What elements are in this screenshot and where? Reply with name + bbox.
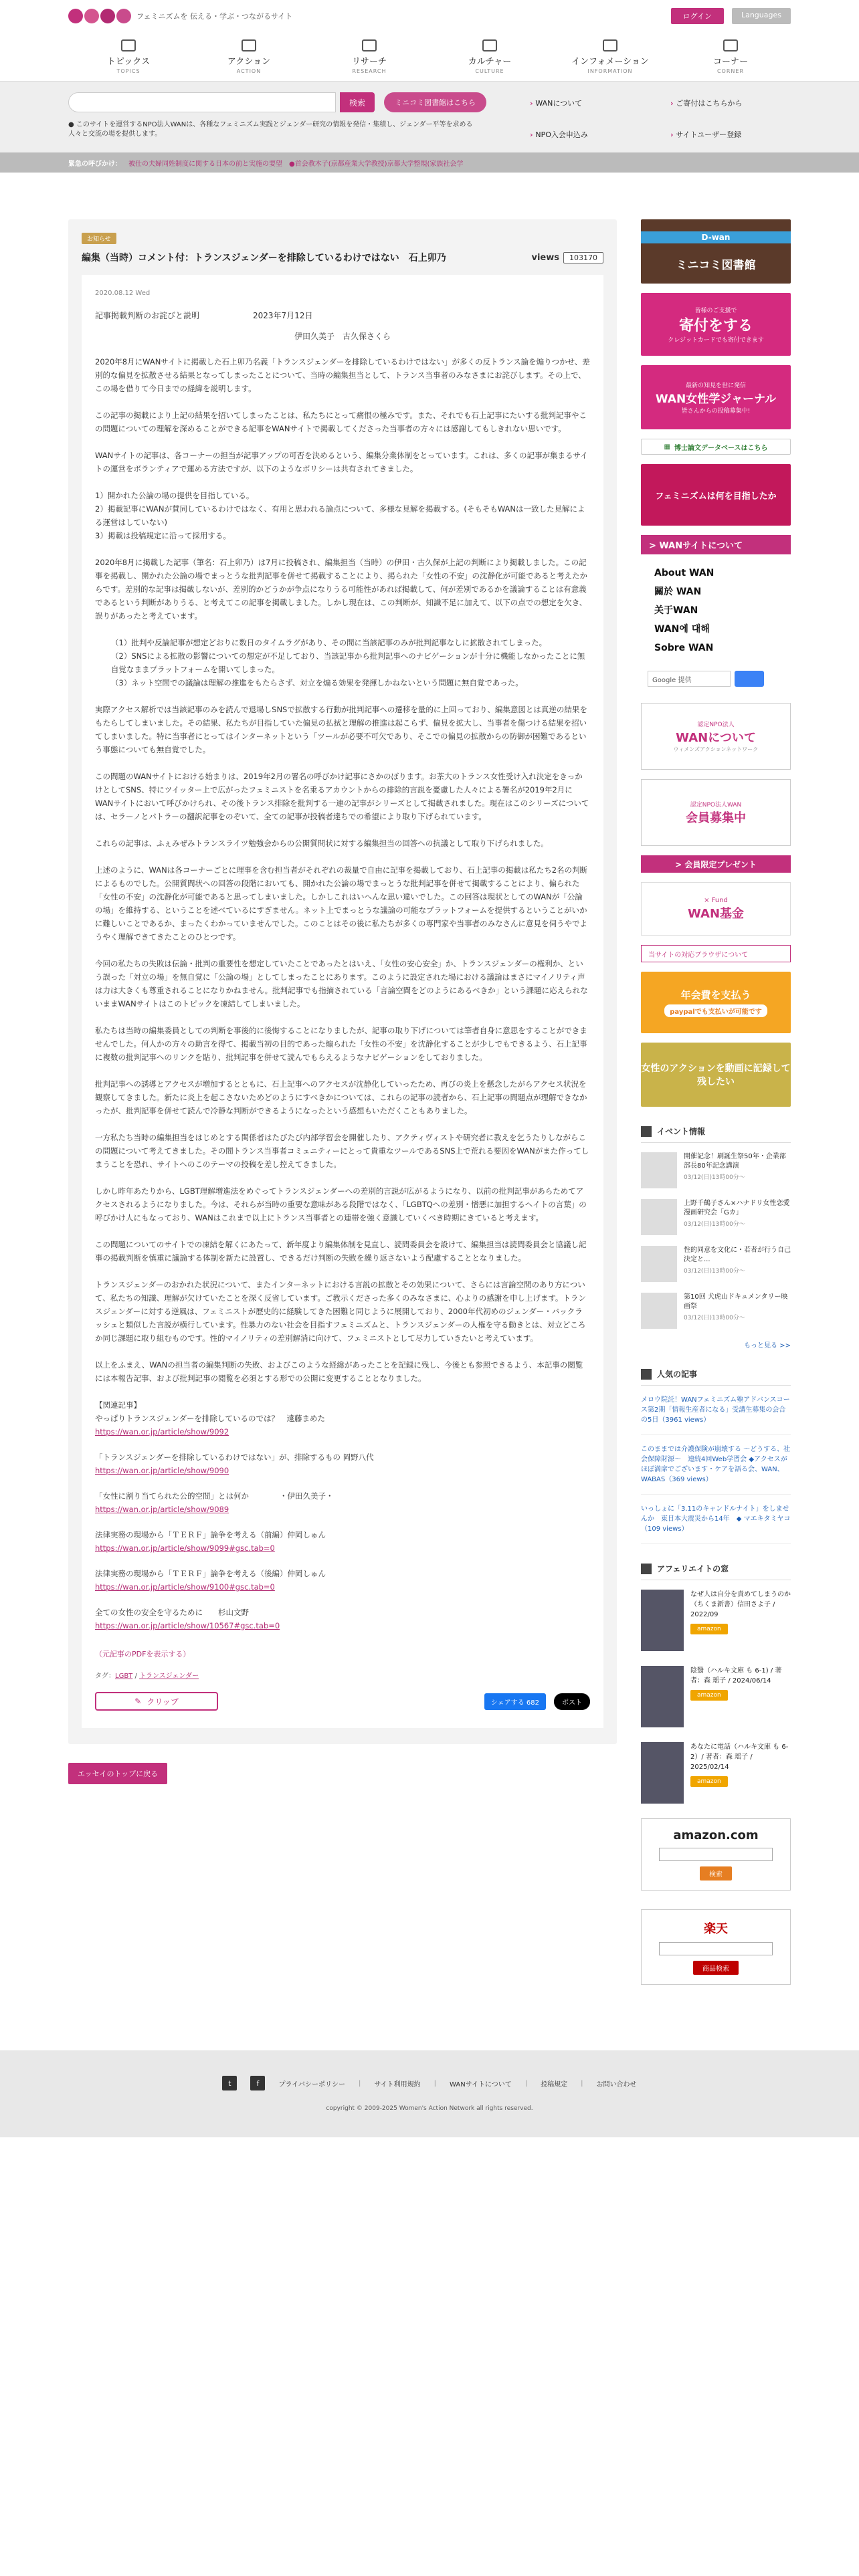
nav-topics[interactable]: トピックス TOPICS bbox=[68, 32, 189, 81]
amazon-button[interactable]: amazon bbox=[690, 1624, 728, 1634]
feminism-exhibit-banner[interactable]: フェミニズムは何を目指したか bbox=[641, 464, 791, 526]
related-article-link[interactable]: https://wan.or.jp/article/show/10567#gsc.tab=0 bbox=[95, 1621, 280, 1630]
tag-transgender[interactable]: トランスジェンダー bbox=[139, 1673, 199, 1680]
affiliate-heading: アフェリエイトの窓 bbox=[641, 1558, 791, 1580]
event-item[interactable]: 第10回 犬虎山ドキュメンタリー映画祭 03/12(日)13時00分〜 bbox=[641, 1293, 791, 1329]
related-article-link[interactable]: https://wan.or.jp/article/show/9099#gsc.tab=0 bbox=[95, 1543, 275, 1553]
site-search-input[interactable] bbox=[68, 92, 336, 112]
event-thumbnail bbox=[641, 1199, 677, 1235]
paragraph: この問題のWANサイトにおける始まりは、2019年2月の署名の呼びかけ記事にさかのぼります。お茶大のトランス女性受け入れ決定をきっかけとしてSNS、特にツイッター上で広がったフェミニストを名乗るアカウントからの排除的言説を憂慮した人々による署名が2019年2月にWANサイトにおいて呼びかけられ、その後トランス排除を批判する一連の記事がシリーズとして掲載されました。現在はこのシリーズについては、セラーノとパトラーの翻訳記事をのぞいて、全ての記事が投稿者達ちでの希望により取り下げられています。 bbox=[95, 772, 589, 821]
brand[interactable] bbox=[68, 9, 292, 23]
footer: t f プライバシーポリシー | サイト利用規約 | WANサイトについて | 投稿規定 | お問い合わせ copyright © 2009-2025 Women's Action Network all rights reserved. bbox=[0, 2050, 859, 2137]
member-recruit-banner[interactable]: 認定NPO法人WAN 会員募集中 bbox=[641, 779, 791, 846]
database-icon: ▦ bbox=[664, 443, 670, 451]
footer-contact[interactable]: お問い合わせ bbox=[596, 2080, 637, 2088]
paragraph: この記事の掲載により上記の結果を招いてしまったことは、私たちにとって痛恨の極みです。また、それでも石上記事にたいする批判記事やこの問題についての理解を深めることができる記事をWANサイトで掲載してくださった当事者の方々には感謝してもしきれない思いです。 bbox=[95, 411, 587, 433]
related-article-link[interactable]: https://wan.or.jp/article/show/9089 bbox=[95, 1505, 229, 1514]
google-search bbox=[641, 671, 791, 687]
quicklink-donate[interactable]: › ご寄付はこちらから bbox=[670, 98, 791, 121]
footer-posting-rules[interactable]: 投稿規定 bbox=[541, 2080, 568, 2088]
brand-tagline: フェミニズムを 伝える・学ぶ・つながるサイト bbox=[136, 12, 293, 21]
dwan-banner[interactable]: D-wan ミニコミ図書館 bbox=[641, 219, 791, 284]
about-wan-es[interactable]: Sobre WAN bbox=[654, 643, 714, 653]
event-item[interactable]: 上野千鶴子さん×ハナドリ女性恋愛漫画研究会「Gカ」 03/12(日)13時00分〜 bbox=[641, 1199, 791, 1235]
views-count: 103170 bbox=[563, 252, 603, 263]
ranking-item[interactable]: メロウ院託！WANフェミニズム塾アドバンスコース第2期「情報生産者になる」受講生募集の会合の5日（3961 views） bbox=[641, 1395, 791, 1435]
amazon-search-input[interactable] bbox=[659, 1848, 773, 1861]
about-wan-en[interactable]: About WAN bbox=[654, 568, 714, 578]
quicklink-about-wan[interactable]: › WANについて bbox=[530, 98, 670, 121]
wan-logo[interactable] bbox=[68, 9, 131, 23]
related-article: 法律実務の現場から「ＴＥＲＦ」論争を考える（後編）仲岡しゅん https://wan.or.jp/article/show/9100#gsc.tab=0 bbox=[95, 1569, 326, 1592]
quick-links bbox=[530, 98, 791, 152]
category-badge[interactable]: お知らせ bbox=[82, 233, 116, 244]
topics-icon bbox=[121, 39, 136, 51]
affiliate-item: なぜ人は自分を責めてしまうのか（ちくま新書）信田さよ子 / 2022/09 amazon bbox=[641, 1590, 791, 1651]
nav-action[interactable]: アクション ACTION bbox=[189, 32, 309, 81]
doctoral-thesis-db-banner[interactable]: ▦ 博士論文データベースはこちら bbox=[641, 439, 791, 455]
related-article: 全ての女性の安全を守るために 杉山文野 https://wan.or.jp/article/show/10567#gsc.tab=0 bbox=[95, 1608, 280, 1630]
paragraph: （1）批判や反論記事が想定どおりに数日のタイムラグがあり、その間に当該記事のみが批判記事なしに拡散されてしまった。 （2）SNSによる拡散の影響についての想定が不足しており、当該記事から批判記事へのナビゲーションが十分に機能しなかったことに無自覚なままプラットフォームを開いてしまった。 （3）ネット空間での議論は理解の推進をもたらさず、対立を煽る効果を発揮しかねないという問題に無自覚であった。 bbox=[111, 638, 585, 687]
footer-terms[interactable]: サイト利用規約 bbox=[374, 2080, 421, 2088]
footer-about[interactable]: WANサイトについて bbox=[450, 2080, 512, 2088]
back-to-essay-top-button[interactable]: エッセイのトップに戻る bbox=[68, 1763, 167, 1784]
facebook-share-button[interactable]: シェアする 682 bbox=[484, 1693, 546, 1710]
supported-browsers-link[interactable]: 当サイトの対応ブラウザについて bbox=[641, 945, 791, 962]
paragraph: 1）開かれた公論の場の提供を目指している。 2）掲載記事にWANが賛同しているわけではなく、有用と思われる論点について、多様な見解を掲載する。(そもそもWANは一致した見解による運営はしていない) 3）掲載は投稿規定に沿って採用する。 bbox=[95, 491, 585, 540]
main-nav bbox=[0, 32, 859, 82]
event-thumbnail bbox=[641, 1152, 677, 1188]
related-article-link[interactable]: https://wan.or.jp/article/show/9090 bbox=[95, 1466, 229, 1475]
article-body bbox=[82, 275, 603, 1728]
nav-corner[interactable]: コーナー CORNER bbox=[670, 32, 791, 81]
languages-button[interactable]: Languages bbox=[732, 8, 791, 24]
heart-icon bbox=[641, 1564, 652, 1574]
about-wan-ko[interactable]: WAN에 대해 bbox=[654, 624, 710, 635]
tag-lgbt[interactable]: LGBT bbox=[115, 1673, 133, 1680]
rakuten-search-button[interactable]: 商品検索 bbox=[693, 1961, 739, 1975]
amazon-button[interactable]: amazon bbox=[690, 1690, 728, 1701]
copyright: copyright © 2009-2025 Women's Action Network all rights reserved. bbox=[326, 2105, 533, 2112]
book-cover[interactable] bbox=[641, 1742, 684, 1804]
article-date: 2020.08.12 Wed bbox=[95, 290, 151, 297]
paragraph: これらの記事は、ふぇみぜみトランスライツ勉強会からの公開質問状に対する編集担当の回答への抗議として取り下げられました。 bbox=[95, 839, 549, 848]
related-article: 「トランスジェンダーを排除しているわけではない」が、排除するもの 岡野八代 https://wan.or.jp/article/show/9090 bbox=[95, 1453, 374, 1475]
twitter-icon[interactable]: t bbox=[222, 2076, 237, 2090]
amazon-logo: amazon.com bbox=[673, 1828, 759, 1842]
about-wan-zh-tw[interactable]: 關於 WAN bbox=[654, 586, 702, 597]
paragraph: 以上をふまえ、WANの担当者の編集判断の失敗、およびこのような経緯があったことを記録に残し、今後とも参照できるよう、本記事の閲覧には本報告記事、および批判記事の閲覧を必須とする形での公開に変更することとなりました。 bbox=[95, 1360, 583, 1383]
paragraph: トランスジェンダーのおかれた状況について、またインターネットにおける言説の拡散とその効果について、さらには言論空間のあり方について、私たちの知識、理解が欠けていたことを深く反省しています。ご教示くださった多くのみなさまに、心よりの感謝を申し上げます。トランスジェンダーに対する逆風は、フェミニストが歴史的に経験してきた困難と同じように展開しており、2000年代初めのジェンダー・バックラッシュと類似した言説が横行しています。性暴力のない社会を目指すフェミニズムと、トランスジェンダーの人権を守る動きとは、対立どころか同じ課題に取り組むものです。性的マイノリティの差別解消に向けて、フェミニストとして尽力していきたいと考えています。 bbox=[95, 1280, 586, 1343]
culture-icon bbox=[482, 39, 497, 51]
minicomi-library-button[interactable]: ミニコミ図書館はこちら bbox=[384, 92, 486, 112]
member-present-button[interactable]: > 会員限定プレゼント bbox=[641, 855, 791, 873]
paragraph: 私たちは当時の編集委員としての判断を事後的に後悔することになりましたが、記事の取り下げについては筆者自身に意思をすることができませんでした。何人かの方々の助言を得て、掲載当初の目的であった煽られた「女性の不安」を沈静化することが少しでもできるよう、石上記事に複数の批判記事へのリンクを貼り、批判記事を併せて読んでもらえるようなナビゲーションをしておりました。 bbox=[95, 1026, 587, 1062]
paragraph: この問題についてのサイトでの凍結を解くにあたって、新年度より編集体制を見直し、読問委員会を設けて、編集担当は読問委員会と協議し記事の掲載判断を慎重に議論する体制を新たに設置し、できるだけ判断の失敗を繰り返さないよう配慮することとなりました。 bbox=[95, 1240, 587, 1263]
nav-information[interactable]: インフォメーション INFORMATION bbox=[550, 32, 670, 81]
corner-icon bbox=[723, 39, 738, 51]
book-cover[interactable] bbox=[641, 1590, 684, 1651]
paragraph: 批判記事への誘導とアクセスが増加するとともに、石上記事へのアクセスが沈静化していったため、再びの炎上を懸念したがらアクセス状況を観察してきました。新たに炎上を起こさないためどのようにすべきかについては、これらの記事の読者から、石上記事の問題点が理解できなかったが、批判記事を併せて読んで冷静な判断ができるようになったという感想もいただくこともありました。 bbox=[95, 1079, 587, 1115]
urgent-link-1[interactable]: 被仕の夫婦同姓制度に関する日本の前と実施の要望 bbox=[128, 160, 282, 168]
event-thumbnail bbox=[641, 1246, 677, 1282]
paragraph: WANサイトの記事は、各コーナーの担当が記事アップの可否を決めるという、編集分業体制をとっています。これは、多くの記事が集まるサイトの運営をボランティアで運める方法ですが、以下のようなポリシーは共有されてきました。 bbox=[95, 451, 588, 473]
views-label: views bbox=[531, 252, 559, 263]
related-article: 法律実務の現場から「ＴＥＲＦ」論争を考える（前編）仲岡しゅん https://wan.or.jp/article/show/9099#gsc.tab=0 bbox=[95, 1530, 326, 1553]
wan-fund-banner[interactable]: × Fund WAN基金 bbox=[641, 882, 791, 936]
action-video-banner[interactable]: 女性のアクションを動画に記録して残したい bbox=[641, 1043, 791, 1107]
event-item[interactable]: 性的同意を文化に・若者が行う自己決定と... 03/12(日)13時00分〜 bbox=[641, 1246, 791, 1282]
book-cover[interactable] bbox=[641, 1666, 684, 1727]
clip-icon: ✎ bbox=[134, 1697, 142, 1706]
site-search-button[interactable]: 検索 bbox=[340, 92, 375, 112]
related-articles-title: 【関連記事】 bbox=[95, 1400, 141, 1410]
facebook-icon[interactable]: f bbox=[250, 2076, 265, 2090]
quicklink-user-register[interactable]: › サイトユーザー登録 bbox=[670, 129, 791, 152]
quicklink-npo-join[interactable]: › NPO入会申込み bbox=[530, 129, 670, 152]
clip-button[interactable]: ✎ クリップ bbox=[95, 1692, 218, 1711]
journal-banner[interactable]: 最新の知見を世に発信 WAN女性学ジャーナル 皆さんからの投稿募集中! bbox=[641, 365, 791, 429]
statement-authors: 伊田久美子 古久保さくら bbox=[294, 332, 391, 341]
event-thumbnail bbox=[641, 1293, 677, 1329]
login-button[interactable]: ログイン bbox=[671, 8, 724, 24]
related-article: 「女性に割り当てられた公的空間」とは何か ・伊田久美子・ https://wan.or.jp/article/show/9089 bbox=[95, 1491, 334, 1514]
article bbox=[68, 219, 617, 1744]
urgent-bar bbox=[0, 152, 859, 173]
about-wan-zh-cn[interactable]: 关于WAN bbox=[654, 605, 698, 616]
amazon-button[interactable]: amazon bbox=[690, 1776, 728, 1787]
affiliate-item: あなたに電話（ハルキ文庫 も 6-2）/ 著者：森 瑶子 / 2025/02/14 amazon bbox=[641, 1742, 791, 1804]
paragraph: 2020年8月にWANサイトに掲載した石上卯乃名義「トランスジェンダーを排除しているわけではない」が多くの反トランス論を煽りつかせ、差別的な偏見を拡散させる結果となってしまったことについて、当時の編集担当として、トランス当事者のみなさまにお詫びします。その上で、この場を借りて今日までの経緯を説明します。 bbox=[95, 357, 590, 393]
npo-about-banner[interactable]: 認定NPO法人 WANについて ウィメンズアクションネットワーク bbox=[641, 703, 791, 770]
statement-heading: 記事掲載判断のお詫びと説明 2023年7月12日 bbox=[95, 311, 313, 320]
events-more-link[interactable]: もっと見る >> bbox=[744, 1342, 791, 1350]
footer-privacy[interactable]: プライバシーポリシー bbox=[278, 2080, 345, 2088]
paragraph: 実際アクセス解析では当該記事のみを読んで退場しSNSで拡散する行動が批判記事への遷移を量的に上回っており、編集意図とは真逆の結果をもたらしてしまいました。その結果、私たちが目指していた偏見の払拭と理解の推進は起こらず、偏見を拡大し、当事者を傷つける結果を招いてしまいました。特に当事者にとってはインターネットという「ツールが必要不可欠であり、そこでの偏見の拡散からの防御が困難であるという事態についても無自覚でした。 bbox=[95, 705, 587, 754]
google-search-button[interactable] bbox=[735, 671, 764, 687]
amazon-search-button[interactable]: 検索 bbox=[700, 1866, 732, 1881]
ranking-item[interactable]: このままでは介護保険が崩壊する ～どうする、社会保障財源～ 連続4回Web学習会 ◆アクセスがほぼ満席でございます・ケアを語る会、WAN、WABAS（369 views） bbox=[641, 1444, 791, 1495]
google-search-input[interactable]: Google 提供 bbox=[648, 671, 731, 687]
member-fee-banner[interactable]: 年会費を支払う paypalでも支払いが可能です bbox=[641, 972, 791, 1033]
related-article-link[interactable]: https://wan.or.jp/article/show/9092 bbox=[95, 1427, 229, 1436]
nav-research[interactable]: リサーチ RESEARCH bbox=[309, 32, 430, 81]
views-counter bbox=[532, 252, 604, 263]
about-wan-heading: > WANサイトについて bbox=[641, 535, 791, 554]
affiliate-item: 陰翳（ハルキ文庫 も 6-1) / 著者：森 瑶子 / 2024/06/14 amazon bbox=[641, 1666, 791, 1727]
tag-list: タグ：LGBT / トランスジェンダー bbox=[95, 1673, 199, 1680]
rakuten-logo: 楽天 bbox=[704, 1922, 728, 1936]
ranking-item[interactable]: いっしょに「3.11のキャンドルナイト」をしませんか 東日本大震災から14年 ◆ マエキタミヤコ（109 views） bbox=[641, 1504, 791, 1544]
donate-banner[interactable]: 皆様のご支援で 寄付をする クレジットカードでも寄付できます bbox=[641, 293, 791, 356]
original-pdf-link[interactable]: （元記事のPDFを表示する） bbox=[95, 1650, 191, 1658]
paragraph: 一方私たち当時の編集担当をはじめとする関係者はたびたび内部学習会を開催したり、アクティヴィストや研究者に教えを乞うたりしながらこの問題について考えてきました。その間トランス当事者コミュニティーにとって貴重なツールであるSNS上で荒れる要因をWANがまた作ってしまうことを恐れ、サイトへのこのテーマの投稿を差し控えてきました。 bbox=[95, 1133, 589, 1169]
site-notice: ● このサイトを運営するNPO法人WANは、各種なフェミニズム実践とジェンダー研究の情報を発信・集積し、ジェンダー平等を求める人々と交流の場を提供します。 bbox=[68, 121, 473, 138]
top-bar bbox=[0, 0, 859, 32]
events-heading: イベント情報 bbox=[641, 1120, 791, 1143]
related-article: やっぱりトランスジェンダーを排除しているのでは？ 遠藤まめた https://wan.or.jp/article/show/9092 bbox=[95, 1414, 325, 1436]
paragraph: 今回の私たちの失敗は伝論・批判の重要性を想定していたことであったとはいえ、「女性の安心安全」か、トランスジェンダーの権利か、という誤った「対立の場」を無自覚に「公論の場」としてしまったことにあります。このように設定された場における議論はまさにマイノリティ声は力は大きくも尊重されることになりかねません。批判記事でも指摘されている「言論空間をどのようにあるべきか」という課題に応えられないままWANサイトはこのトピックを凍結してしまいました。 bbox=[95, 959, 588, 1008]
amazon-search-box bbox=[641, 1818, 791, 1891]
paragraph: 上述のように、WANは各コーナーごとに理事を含む担当者がそれぞれの裁量で自由に記事を掲載しており、石上記事の掲載は私たち2名の判断によるものでした。公開質問状への回答の段階においても、開かれた公論の場でまっとうな批判記事を併せて掲載することにより、偏られた「女性の不安」の沈静化が可能であると思ってしまいました。しかしこれはいへんな思い違いでした。この回答は現状としてのWANが「公論の場」を維持する、ということを述べているにすぎません。ネット上でまっとうな議論の可能なプラットフォームを提供するということがいかに難しいことであるか、まったくわかっていませんでした。このことはその後に私たちが多くの専門家や当事者のみなさんに意見を伺うやでようやく理解できてきたことのひとつです。 bbox=[95, 865, 588, 942]
information-icon bbox=[603, 39, 617, 51]
nav-culture[interactable]: カルチャー CULTURE bbox=[430, 32, 550, 81]
rakuten-search-box bbox=[641, 1909, 791, 1985]
calendar-icon bbox=[641, 1126, 652, 1137]
search-band bbox=[0, 82, 859, 152]
paragraph: しかし昨年あたりから、LGBT理解増進法をめぐってトランスジェンダーへの差別的言説が広がるようになり、以前の批判記事があらためてアクセスされるようになりました。今は、それらが当時の重要な意味がある段階ではなく、「LGBTQへの差別・憎悪に加担するヘイトの言葉」の呼びかけ人にもなっており、WANはこれまで以上にトランス当事者との連帯を強く意識していくべき時期にきていると考えます。 bbox=[95, 1186, 587, 1222]
research-icon bbox=[362, 39, 377, 51]
urgent-title: 緊急の呼びかけ： bbox=[68, 160, 122, 168]
paragraph: 2020年8月に掲載した記事（筆名：石上卯乃）は7月に投稿され、編集担当（当時）の伊田・古久保が上記の判断により掲載しました。この記事を掲載し、開かれた公論の場でまっとうな批判記事を併せて掲載することにより、掲られた「女性の不安」の沈静化が可能であると考えたからです。差別的な記事は掲載しないが、差別的かどうかが争点になりうる可能性があれば掲載して、何が差別であるかを議論することは有意義であるという判断がありうる、と考えてこの記事を掲載しました。しかし現在は、この判断が、知識不足に加えて、以下の点での想定を欠き、誤りがあったと考えています。 bbox=[95, 558, 587, 621]
x-post-button[interactable]: ポスト bbox=[554, 1693, 590, 1710]
urgent-link-2[interactable]: ●首会教木子(京都産業大学教授)京都大学整規(家族社会学 bbox=[289, 160, 464, 168]
event-item[interactable]: 開催記念！刷誕生祭50年・企業部部長80年記念講演 03/12(日)13時00分〜 bbox=[641, 1152, 791, 1188]
ranking-heading: 人気の記事 bbox=[641, 1363, 791, 1386]
related-article-link[interactable]: https://wan.or.jp/article/show/9100#gsc.tab=0 bbox=[95, 1582, 275, 1592]
sidebar bbox=[641, 219, 791, 2004]
person-icon bbox=[641, 1369, 652, 1380]
action-icon bbox=[242, 39, 256, 51]
article-title: 編集（当時）コメント付：トランスジェンダーを排除しているわけではない 石上卯乃 bbox=[82, 253, 446, 263]
main-column bbox=[68, 219, 617, 2004]
rakuten-search-input[interactable] bbox=[659, 1942, 773, 1955]
about-wan-languages bbox=[641, 564, 791, 671]
